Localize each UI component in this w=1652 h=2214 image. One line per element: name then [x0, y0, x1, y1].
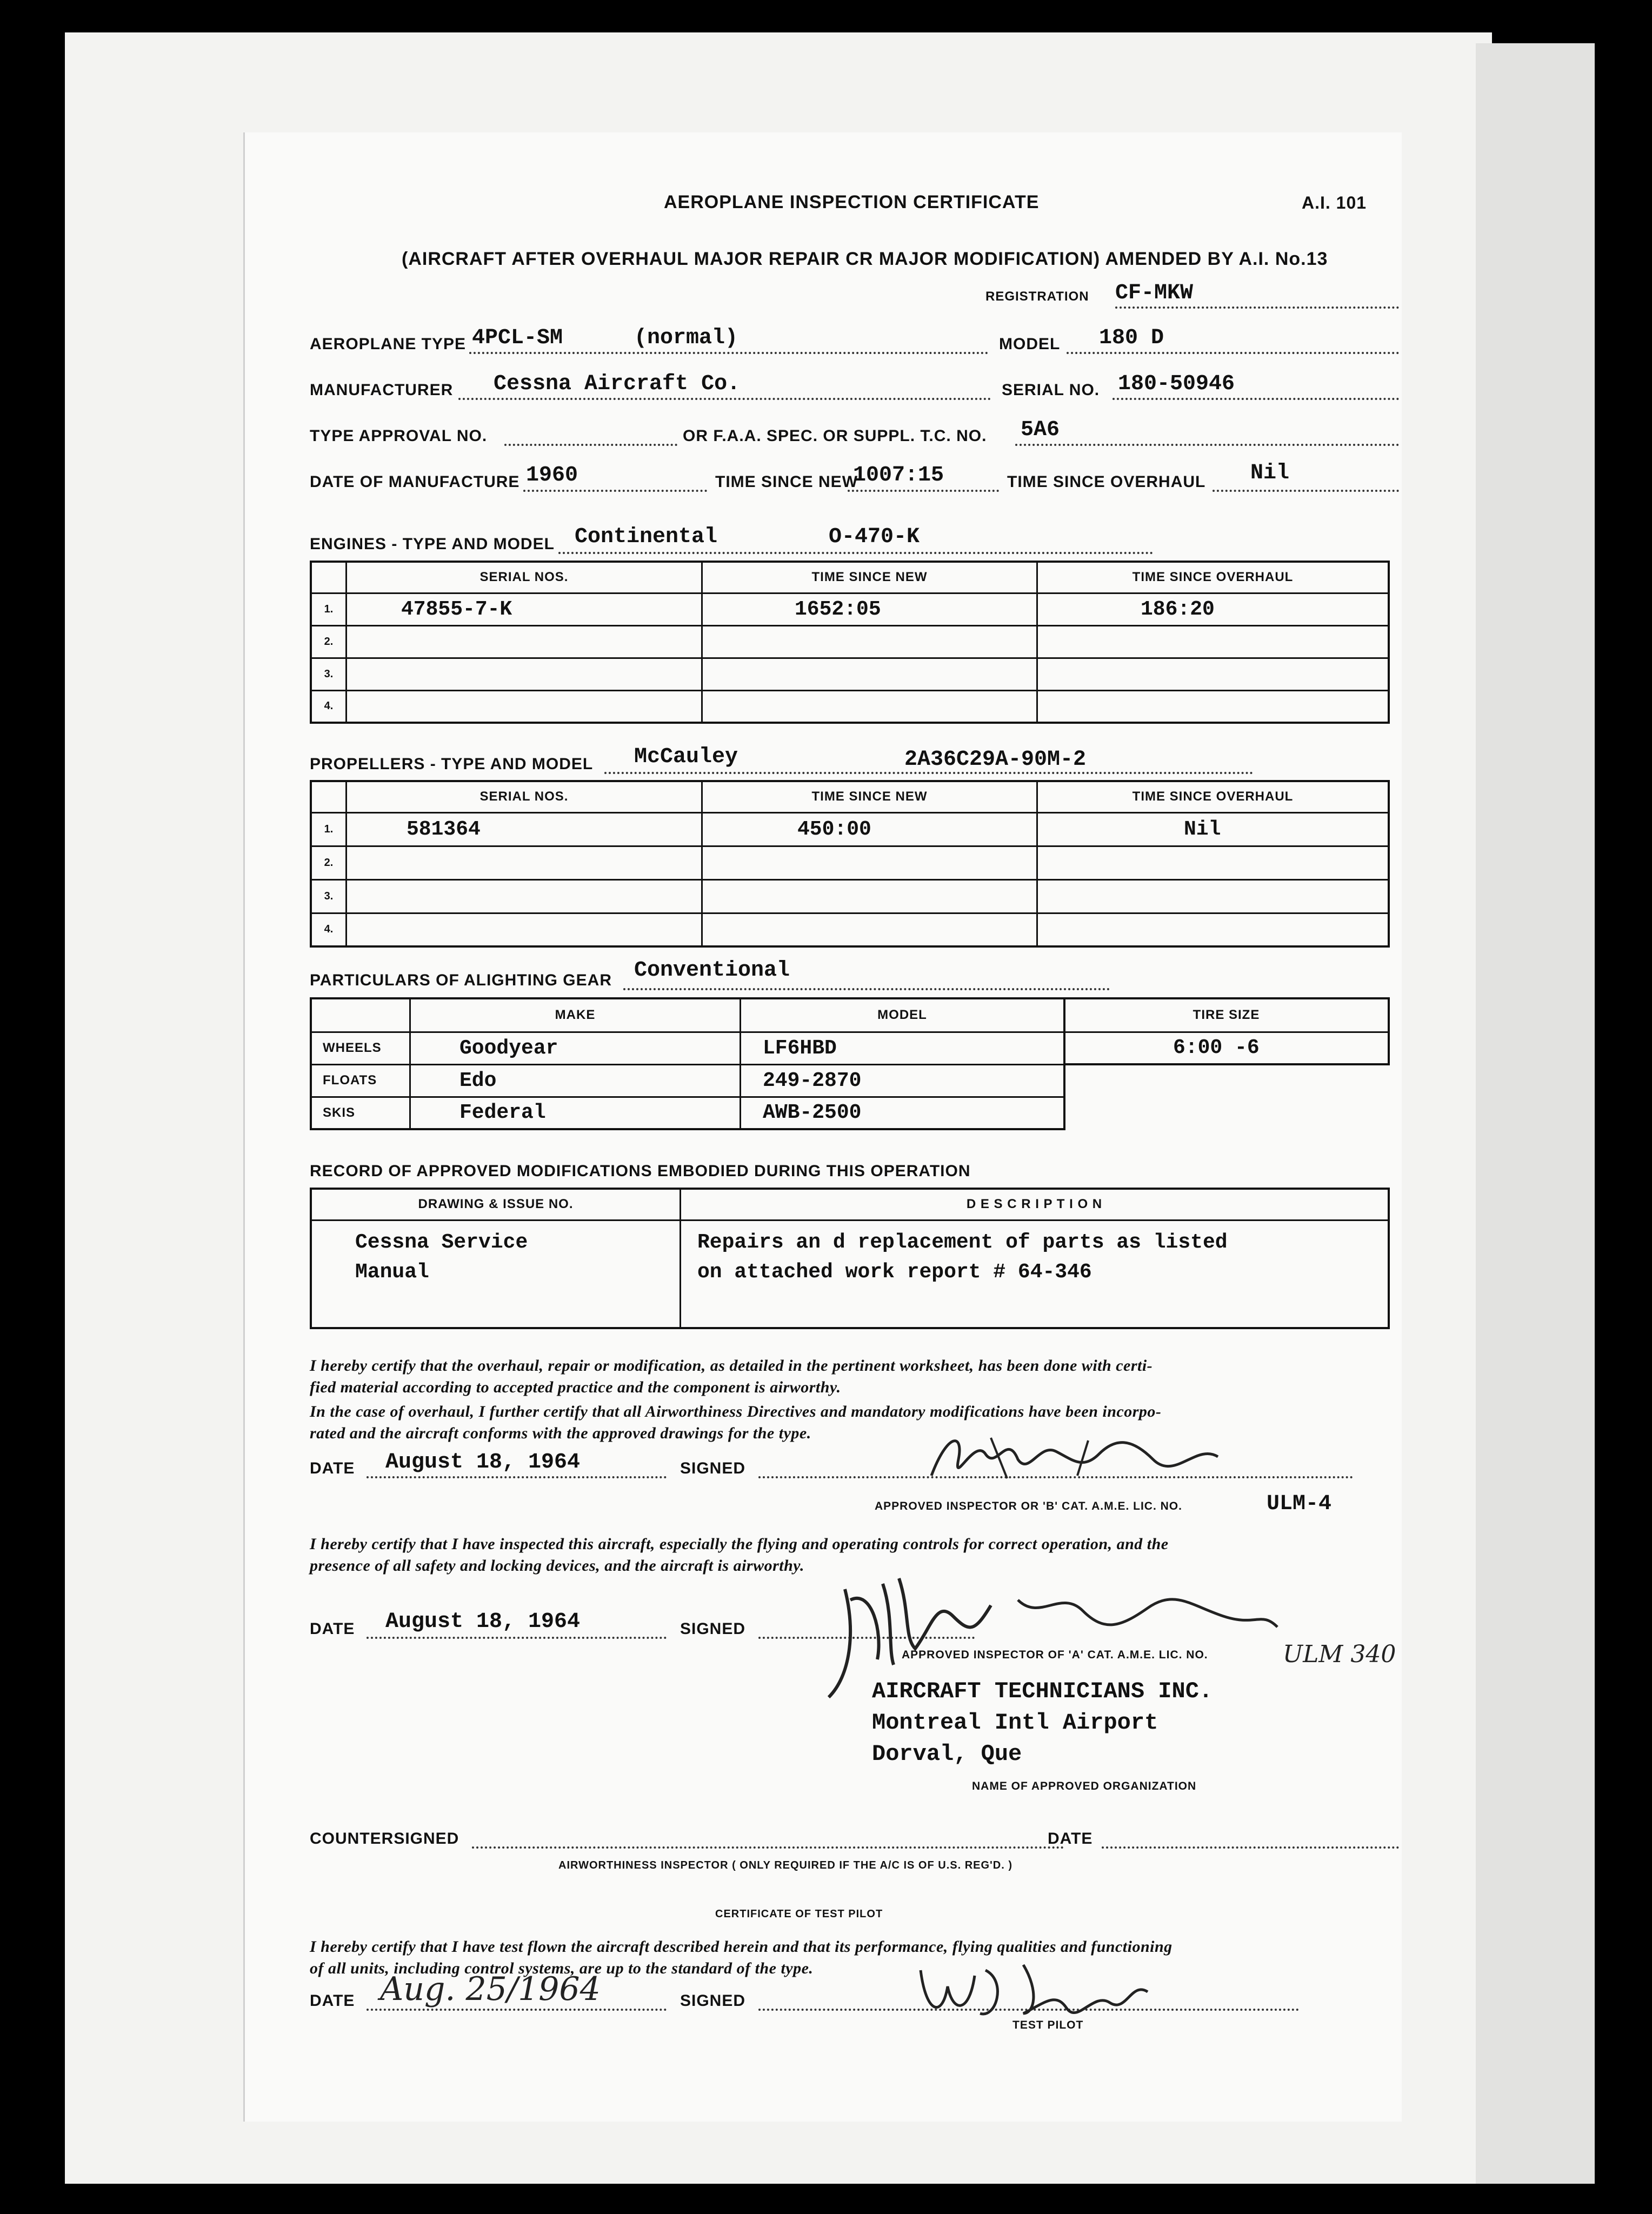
test-pilot-signature — [915, 1959, 1164, 2024]
engine-tso — [1037, 658, 1389, 690]
cert1-date-label: DATE — [310, 1459, 355, 1477]
cert3-date-label: DATE — [310, 1992, 355, 2010]
skis-model: AWB-2500 — [741, 1097, 1065, 1129]
floats-label: FLOATS — [311, 1064, 410, 1097]
engines-header-tsn: TIME SINCE NEW — [702, 562, 1037, 593]
cert1-date-value: August 18, 1964 — [385, 1450, 581, 1475]
org-name-line-1: AIRCRAFT TECHNICIANS INC. — [872, 1678, 1213, 1704]
tire-size-table — [1063, 997, 1390, 1065]
row-number: 2. — [311, 625, 347, 658]
propeller-tso: Nil — [1037, 812, 1389, 846]
propeller-tsn — [702, 913, 1037, 946]
inspection-certificate-form — [243, 132, 1402, 2122]
table-row — [311, 1064, 1064, 1097]
table-row — [311, 913, 1389, 946]
cert3-date-value: Aug. 25/1964 — [380, 1970, 601, 2008]
row-number: 3. — [311, 658, 347, 690]
propeller-tsn — [702, 846, 1037, 879]
engine-tso — [1037, 625, 1389, 658]
test-pilot-label: TEST PILOT — [1012, 2019, 1084, 2031]
alighting-gear-table — [310, 997, 1065, 1130]
row-number: 4. — [311, 690, 347, 723]
manufacturer-value: Cessna Aircraft Co. — [494, 372, 741, 396]
cert1-line-2: fied material according to accepted practice and the component is airworthy. — [310, 1378, 841, 1396]
time-since-new-label: TIME SINCE NEW — [715, 473, 858, 491]
cert1-line-3: In the case of overhaul, I further certify that all Airworthiness Directives and mandatory modifications have been incorpo- — [310, 1403, 1162, 1421]
propeller-serial — [347, 879, 702, 913]
engines-header-tso: TIME SINCE OVERHAUL — [1037, 562, 1389, 593]
cert2-signed-label: SIGNED — [680, 1620, 746, 1638]
cert1-licence-no: ULM-4 — [1267, 1492, 1332, 1516]
propeller-serial — [347, 913, 702, 946]
cert3-line-1: I hereby certify that I have test flown the aircraft described herein and that its performance, flying qualities and functioning — [310, 1938, 1173, 1956]
propeller-tso — [1037, 846, 1389, 879]
wheels-tire-size: 6:00 -6 — [1064, 1032, 1389, 1064]
engine-serial — [347, 625, 702, 658]
org-name-line-2: Montreal Intl Airport — [872, 1710, 1158, 1736]
table-row — [311, 1097, 1064, 1129]
cert2-approved-a-label: APPROVED INSPECTOR OF 'A' CAT. A.M.E. LIC. NO. — [902, 1649, 1208, 1661]
engines-type-value: Continental — [575, 525, 718, 549]
table-row — [311, 1220, 1389, 1328]
manufacturer-label: MANUFACTURER — [310, 381, 454, 399]
floats-make: Edo — [410, 1064, 741, 1097]
alighting-gear-value: Conventional — [634, 958, 790, 983]
time-since-overhaul-label: TIME SINCE OVERHAUL — [1007, 473, 1206, 491]
cert2-licence-no: ULM 340 — [1283, 1641, 1396, 1668]
engine-serial: 47855-7-K — [347, 593, 702, 625]
type-approval-label: TYPE APPROVAL NO. — [310, 427, 488, 445]
model-value: 180 D — [1099, 326, 1164, 350]
serial-no-label: SERIAL NO. — [1002, 381, 1100, 399]
engine-tsn — [702, 625, 1037, 658]
form-title: AEROPLANE INSPECTION CERTIFICATE — [664, 192, 1040, 212]
mod-description-line-1: Repairs an d replacement of parts as listed — [697, 1230, 1228, 1254]
model-label: MODEL — [999, 335, 1061, 353]
table-row — [311, 879, 1389, 913]
cert2-line-1: I hereby certify that I have inspected this aircraft, especially the flying and operating controls for correct operation, and the — [310, 1535, 1169, 1553]
propellers-type-value: McCauley — [634, 745, 738, 769]
propeller-serial: 581364 — [347, 812, 702, 846]
row-number: 4. — [311, 913, 347, 946]
wheels-model: LF6HBD — [741, 1032, 1065, 1064]
propellers-header-tsn: TIME SINCE NEW — [702, 781, 1037, 812]
cert2-date-value: August 18, 1964 — [385, 1610, 581, 1634]
gear-header-make: MAKE — [410, 998, 741, 1032]
propeller-tsn: 450:00 — [702, 812, 1037, 846]
row-number: 2. — [311, 846, 347, 879]
cert1-line-4: rated and the aircraft conforms with the approved drawings for the type. — [310, 1424, 811, 1442]
wheels-make: Goodyear — [410, 1032, 741, 1064]
mod-drawing-line-1: Cessna Service — [355, 1230, 528, 1254]
engine-tsn — [702, 690, 1037, 723]
row-number: 3. — [311, 879, 347, 913]
date-of-manufacture-value: 1960 — [526, 463, 578, 488]
aeroplane-type-note: (normal) — [634, 326, 738, 350]
engine-serial — [347, 658, 702, 690]
propellers-header-serial: SERIAL NOS. — [347, 781, 702, 812]
mod-drawing-line-2: Manual — [355, 1260, 429, 1284]
table-row — [311, 593, 1389, 625]
gear-header-model: MODEL — [741, 998, 1065, 1032]
mods-header-drawing: DRAWING & ISSUE NO. — [311, 1189, 681, 1220]
propeller-tso — [1037, 913, 1389, 946]
propellers-label: PROPELLERS - TYPE AND MODEL — [310, 755, 594, 773]
cert1-approved-b-label: APPROVED INSPECTOR OR 'B' CAT. A.M.E. LIC. NO. — [875, 1500, 1182, 1512]
aeroplane-type-value: 4PCL-SM — [472, 326, 563, 350]
paper-edge-strip — [1476, 43, 1595, 2184]
engine-tsn: 1652:05 — [702, 593, 1037, 625]
engine-tsn — [702, 658, 1037, 690]
mods-header-description: D E S C R I P T I O N — [681, 1189, 1389, 1220]
table-row — [311, 1032, 1064, 1064]
time-since-overhaul-value: Nil — [1250, 461, 1290, 485]
date-of-manufacture-label: DATE OF MANUFACTURE — [310, 473, 520, 491]
org-name-label: NAME OF APPROVED ORGANIZATION — [972, 1780, 1197, 1792]
engines-header-serial: SERIAL NOS. — [347, 562, 702, 593]
cert1-signed-label: SIGNED — [680, 1459, 746, 1477]
floats-model: 249-2870 — [741, 1064, 1065, 1097]
test-pilot-certificate-title: CERTIFICATE OF TEST PILOT — [715, 1908, 883, 1920]
faa-spec-label: OR F.A.A. SPEC. OR SUPPL. T.C. NO. — [683, 427, 987, 445]
engine-serial — [347, 690, 702, 723]
propeller-serial — [347, 846, 702, 879]
table-row — [311, 846, 1389, 879]
form-subtitle: (AIRCRAFT AFTER OVERHAUL MAJOR REPAIR CR MAJOR MODIFICATION) AMENDED BY A.I. No.13 — [402, 249, 1328, 269]
wheels-label: WHEELS — [311, 1032, 410, 1064]
org-name-line-3: Dorval, Que — [872, 1741, 1022, 1767]
skis-label: SKIS — [311, 1097, 410, 1129]
skis-make: Federal — [410, 1097, 741, 1129]
engine-tso — [1037, 690, 1389, 723]
cert1-signature — [926, 1427, 1229, 1486]
engine-tso: 186:20 — [1037, 593, 1389, 625]
form-number: A.I. 101 — [1302, 193, 1367, 212]
time-since-new-value: 1007:15 — [853, 463, 944, 488]
faa-spec-value: 5A6 — [1021, 418, 1060, 442]
propeller-tso — [1037, 879, 1389, 913]
alighting-gear-label: PARTICULARS OF ALIGHTING GEAR — [310, 971, 612, 989]
cert2-date-label: DATE — [310, 1620, 355, 1638]
airworthiness-inspector-label: AIRWORTHINESS INSPECTOR ( ONLY REQUIRED IF THE A/C IS OF U.S. REG'D. ) — [558, 1859, 1013, 1871]
table-row — [311, 690, 1389, 723]
countersigned-label: COUNTERSIGNED — [310, 1830, 459, 1848]
cert1-line-1: I hereby certify that the overhaul, repair or modification, as detailed in the pertinent worksheet, has been done with certi- — [310, 1357, 1153, 1375]
registration-label: REGISTRATION — [985, 289, 1089, 304]
table-row — [311, 658, 1389, 690]
propeller-tsn — [702, 879, 1037, 913]
engines-model-value: O-470-K — [829, 525, 920, 549]
gear-header-tire: TIRE SIZE — [1064, 998, 1389, 1032]
propellers-header-tso: TIME SINCE OVERHAUL — [1037, 781, 1389, 812]
engines-label: ENGINES - TYPE AND MODEL — [310, 535, 555, 553]
registration-value: CF-MKW — [1115, 281, 1194, 305]
countersigned-date-label: DATE — [1048, 1830, 1093, 1848]
table-row — [311, 625, 1389, 658]
aeroplane-type-label: AEROPLANE TYPE — [310, 335, 467, 353]
row-number: 1. — [311, 812, 347, 846]
cert2-line-2: presence of all safety and locking devices, and the aircraft is airworthy. — [310, 1557, 804, 1575]
propellers-table — [310, 780, 1390, 948]
mod-description-line-2: on attached work report # 64-346 — [697, 1260, 1092, 1284]
modifications-table — [310, 1188, 1390, 1329]
cert3-signed-label: SIGNED — [680, 1992, 746, 2010]
table-row — [311, 812, 1389, 846]
cert3-line-2: of all units, including control systems, are up to the standard of the type. — [310, 1959, 814, 1977]
row-number: 1. — [311, 593, 347, 625]
serial-no-value: 180-50946 — [1118, 372, 1235, 396]
engines-table — [310, 561, 1390, 724]
modifications-label: RECORD OF APPROVED MODIFICATIONS EMBODIED DURING THIS OPERATION — [310, 1162, 971, 1180]
propellers-model-value: 2A36C29A-90M-2 — [904, 748, 1087, 772]
